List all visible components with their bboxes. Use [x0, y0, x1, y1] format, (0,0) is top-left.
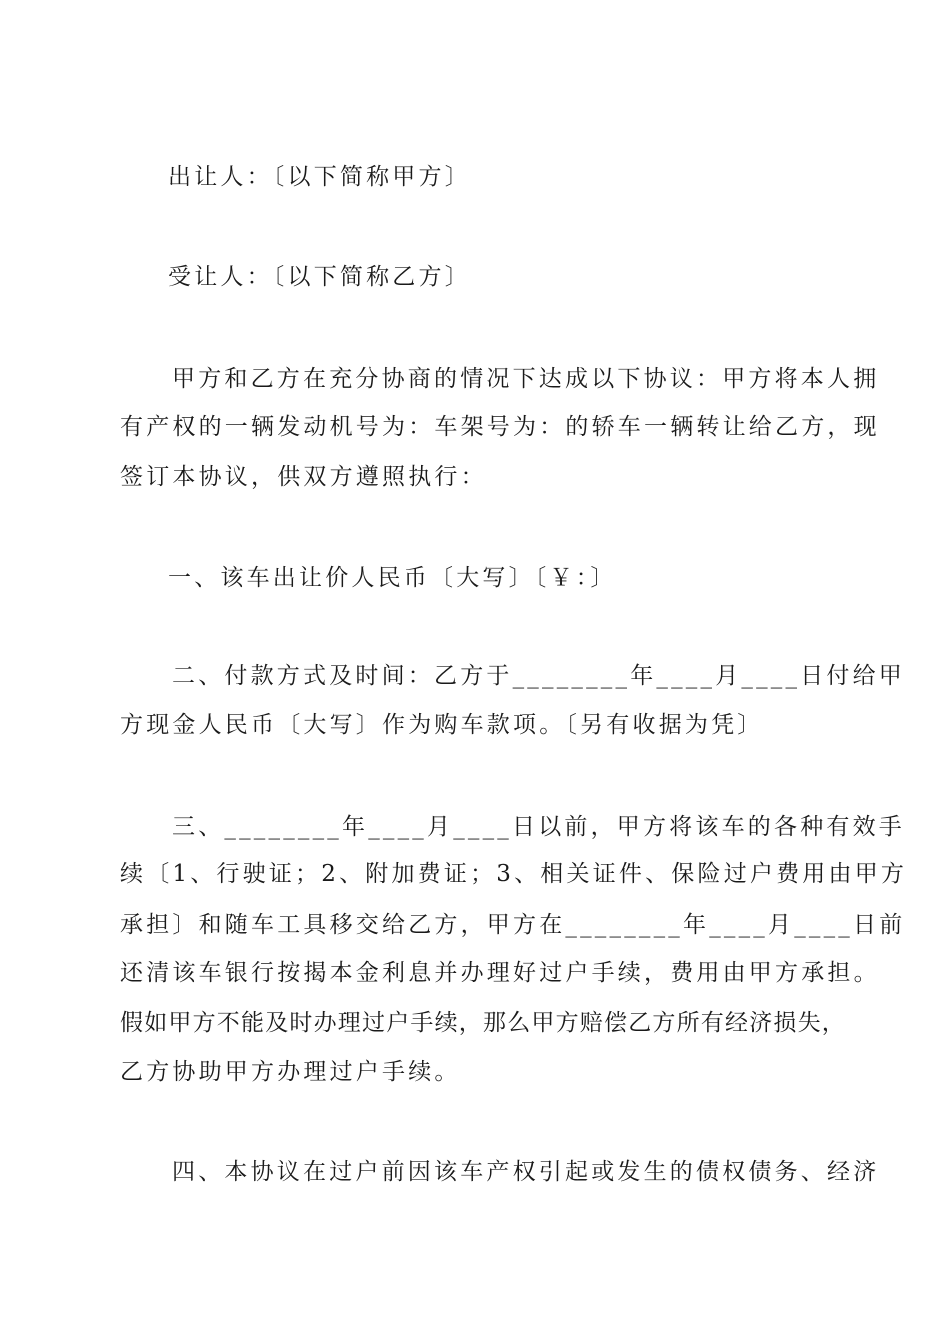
- clause-3-line-4: 还清该车银行按揭本金利息并办理好过户手续，费用由甲方承担。: [120, 960, 880, 986]
- intro-line-3: 签订本协议，供双方遵照执行：: [120, 464, 487, 490]
- clause-3-line-6: 乙方协助甲方办理过户手续。: [120, 1059, 461, 1085]
- intro-line-1: 甲方和乙方在充分协商的情况下达成以下协议：甲方将本人拥: [172, 366, 880, 392]
- clause-3-line-5: 假如甲方不能及时办理过户手续，那么甲方赔偿乙方所有经济损失，: [120, 1010, 846, 1036]
- clause-1-line-1: 一、该车出让价人民币〔大写〕〔￥：〕: [168, 565, 617, 591]
- clause-2-line-1: 二、付款方式及时间：乙方于________年____月____日付给甲: [172, 663, 905, 689]
- clause-3-line-2: 续〔1、行驶证；2、附加费证；3、相关证件、保险过户费用由甲方: [120, 861, 908, 887]
- transferor-line: 出让人：〔以下简称甲方〕: [168, 164, 471, 190]
- clause-3-line-3: 承担〕和随车工具移交给乙方，甲方在________年____月____日前: [120, 912, 906, 938]
- intro-line-2: 有产权的一辆发动机号为：车架号为：的轿车一辆转让给乙方，现: [120, 414, 880, 440]
- clause-4-line-1: 四、本协议在过户前因该车产权引起或发生的债权债务、经济: [172, 1159, 880, 1185]
- clause-3-line-1: 三、________年____月____日以前，甲方将该车的各种有效手: [172, 814, 905, 840]
- clause-2-line-2: 方现金人民币〔大写〕作为购车款项。〔另有收据为凭〕: [120, 712, 764, 738]
- transferee-line: 受让人：〔以下简称乙方〕: [168, 264, 471, 290]
